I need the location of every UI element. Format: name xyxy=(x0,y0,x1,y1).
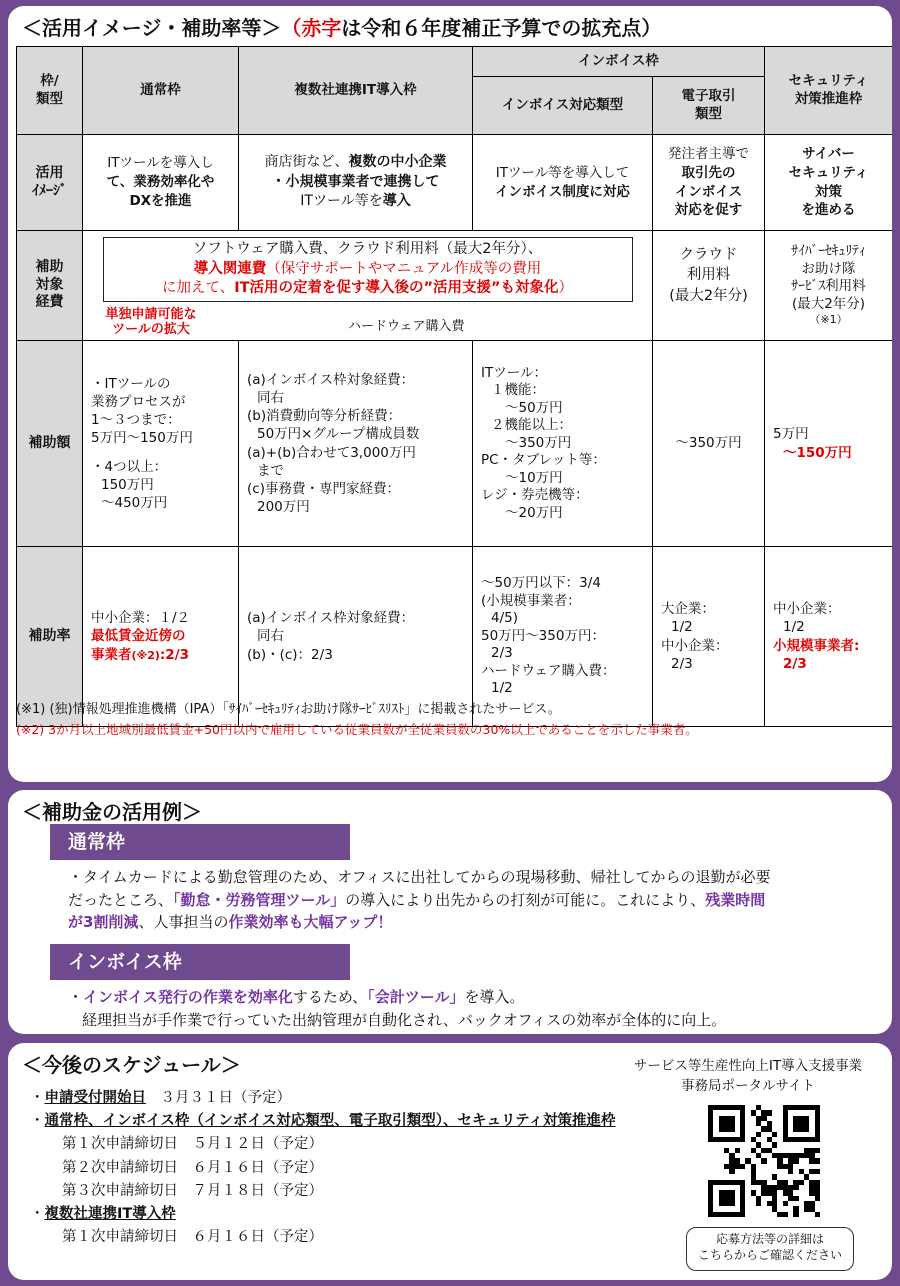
text: お助け隊 xyxy=(801,260,856,277)
text: ） xyxy=(558,280,574,297)
list-item: 第２次申請締切日 ６月１６日（予定） xyxy=(62,1159,323,1176)
cost-box xyxy=(103,237,633,302)
text: (b)・(c)：2/3 xyxy=(247,646,333,663)
text: レジ・券売機等： xyxy=(481,487,589,504)
text: 4/5) xyxy=(491,610,518,627)
qr-code[interactable] xyxy=(708,1105,820,1217)
subsidy-table xyxy=(16,46,892,727)
list-item: 第１次申請締切日 ６月１６日（予定） xyxy=(62,1229,323,1246)
text: (a)インボイス枠対象経費： xyxy=(247,371,415,388)
header-normal: 通常枠 xyxy=(83,47,239,135)
header-security: セキュリティ 対策推進枠 xyxy=(765,47,893,135)
use-normal xyxy=(83,135,239,231)
use-etrade xyxy=(653,135,765,231)
list-item: 第３次申請締切日 ７月１８日（予定） xyxy=(62,1182,323,1199)
text xyxy=(83,173,238,192)
text xyxy=(473,183,652,202)
text: ３月３１日（予定） xyxy=(160,1090,291,1106)
text: PC・タブレット等： xyxy=(481,452,606,469)
text: 経理担当が手作業で行っていた出納管理が自動化され、バックオフィスの効率が全体的に向上。 xyxy=(82,1010,727,1029)
text: 1/2 xyxy=(783,619,805,636)
text: ～20万円 xyxy=(505,504,563,521)
footnote-2: (※2) 3か月以上地域別最低賃金+50円以内で雇用している従業員数が全従業員数の30%以上であることを示した事業者。 xyxy=(16,722,698,738)
text: サイバー xyxy=(802,145,855,162)
cost-common xyxy=(83,231,653,341)
title-suffix-text: は令和６年度補正予算での拡充点） xyxy=(341,16,662,40)
title-red-text: （赤字 xyxy=(281,16,342,40)
text: クラウド xyxy=(679,247,738,263)
text: 導入 xyxy=(382,193,411,210)
text: (a)+(b)合わせて3,000万円 xyxy=(247,444,416,461)
text xyxy=(83,192,238,211)
text: (小規模事業者： xyxy=(481,592,581,609)
text xyxy=(653,164,764,183)
text: するため、 xyxy=(292,988,368,1006)
header-type: 枠/ 類型 xyxy=(17,47,83,135)
text: 2/3 xyxy=(491,645,513,662)
usecase-normal-text xyxy=(68,866,872,934)
amount-security xyxy=(765,341,893,547)
text xyxy=(239,173,472,193)
row-label-use: 活用 ｲﾒｰｼﾞ xyxy=(17,135,83,231)
text: 2/3 xyxy=(671,655,693,672)
text: ソフトウェア購入費、クラウド利用料（最大2年分）、 xyxy=(192,241,543,257)
text xyxy=(239,153,472,173)
text: 申請受付開始日 xyxy=(44,1090,146,1106)
text: を進める xyxy=(801,202,856,219)
text: の導入により出先からの打刻が可能に。これにより、 xyxy=(345,890,706,909)
text: だったところ、 xyxy=(68,890,174,909)
table-row xyxy=(17,231,893,341)
text: 同右 xyxy=(257,389,284,406)
table-row xyxy=(17,341,893,547)
text xyxy=(239,192,472,212)
text: :2/3 xyxy=(159,646,190,663)
text: 1/2 xyxy=(671,619,693,636)
text: 大企業： xyxy=(661,601,715,618)
text xyxy=(653,201,764,220)
text: ｻｲﾊﾞｰｾｷｭﾘﾃｨ xyxy=(791,243,866,260)
text: 対応を促す xyxy=(674,202,743,219)
text: ITツール等を導入して xyxy=(495,164,630,181)
text: ～10万円 xyxy=(505,469,563,486)
text: 複数の中小企業 xyxy=(348,154,447,171)
text: 50万円×グループ構成員数 xyxy=(257,426,420,443)
text: て、業務効率化や xyxy=(106,174,215,191)
text: 「勤怠・労務管理ツール」 xyxy=(173,890,346,909)
schedule-list xyxy=(30,1087,616,1249)
row-label-cost: 補助 対象 経費 xyxy=(17,231,83,341)
text: 複数社連携IT導入枠 xyxy=(44,1205,176,1222)
text: が3割削減 xyxy=(68,913,139,931)
text: ITツールを導入し xyxy=(107,155,214,172)
qr-note xyxy=(686,1227,854,1271)
text xyxy=(653,183,764,202)
text: 中小企業： xyxy=(661,637,729,654)
tag-normal: 通常枠 xyxy=(50,824,350,860)
header-etrade: 電子取引 類型 xyxy=(653,77,765,135)
text: 発注者主導で xyxy=(668,145,749,162)
text: 利用料 xyxy=(686,267,731,284)
row-label-rate: 補助率 xyxy=(17,547,83,727)
text: ・ xyxy=(68,988,84,1006)
text: ～50万円以下：3/4 xyxy=(481,575,601,592)
text: １機能： xyxy=(491,382,545,399)
text xyxy=(108,260,628,280)
use-security xyxy=(765,135,893,231)
portal-label xyxy=(598,1057,892,1096)
usecase-invoice-text xyxy=(68,986,872,1031)
text: 応募方法等の詳細は xyxy=(715,1232,824,1246)
hardware-cost: ハードウェア購入費 xyxy=(348,319,465,334)
rate-security xyxy=(765,547,893,727)
text xyxy=(68,889,872,912)
section-title xyxy=(22,12,661,41)
text: を導入。 xyxy=(464,988,525,1006)
text: 最低賃金近傍の xyxy=(91,628,186,645)
text: ～50万円 xyxy=(505,399,563,416)
text: サービス等生産性向上IT導入支援事業 xyxy=(633,1058,863,1074)
text xyxy=(68,911,872,934)
text: 中小企業：１/２ xyxy=(91,610,191,627)
text: 事務局ポータルサイト xyxy=(680,1077,816,1094)
spacer xyxy=(91,448,238,458)
single-tool-note: 単独申請可能な ツールの拡大 xyxy=(105,306,197,338)
section-title: ＜今後のスケジュール＞ xyxy=(22,1053,241,1077)
footnote-1: (※1) (独)情報処理推進機構（IPA）「ｻｲﾊﾞｰｾｷｭﾘﾃｨお助け隊ｻｰﾋﾞｽﾘｽﾄ」に掲載されたサービス。 xyxy=(16,702,561,717)
text: 小規模事業者: xyxy=(773,637,860,654)
text: (b)消費動向等分析経費： xyxy=(247,408,402,425)
text: まで xyxy=(257,462,284,479)
cost-etrade xyxy=(653,231,765,341)
section-title: ＜補助金の活用例＞ xyxy=(22,800,202,824)
row-label-amount: 補助額 xyxy=(17,341,83,547)
text: (最大2年分) xyxy=(791,295,866,312)
schedule-panel xyxy=(8,1043,892,1280)
text: 5万円 xyxy=(773,426,809,443)
text: (a)インボイス枠対象経費： xyxy=(247,610,415,627)
text: (最大2年分) xyxy=(669,287,748,304)
text: ITツール： xyxy=(481,364,547,381)
text: 同右 xyxy=(257,628,284,645)
text: インボイス発行の作業を効率化 xyxy=(83,988,293,1006)
qr-module xyxy=(815,1212,820,1217)
text: 中小企業： xyxy=(773,601,841,618)
header-invoice-sub: インボイス対応類型 xyxy=(473,77,653,135)
text: 1/2 xyxy=(491,680,513,697)
text: DXを推進 xyxy=(129,192,192,209)
text: IT活用の定着を促す導入後の”活用支援”も対象化 xyxy=(234,280,559,297)
text: 事業者 xyxy=(91,646,132,663)
text: （※1） xyxy=(809,313,848,327)
text: (※2) xyxy=(131,648,160,662)
text: に加えて、 xyxy=(161,280,235,297)
text: 2/3 xyxy=(783,655,807,672)
text: セキュリティ xyxy=(788,164,869,181)
text: 業務プロセスが xyxy=(91,393,186,410)
use-multi xyxy=(239,135,473,231)
text: 150万円 xyxy=(101,476,154,493)
text: ～350万円 xyxy=(505,434,572,451)
text: 5万円～150万円 xyxy=(91,430,193,447)
amount-multi xyxy=(239,341,473,547)
header-invoice: インボイス枠 xyxy=(473,47,765,77)
list-item: ・通常枠、インボイス枠（インボイス対応類型、電子取引類型）、セキュリティ対策推進枠 xyxy=(30,1113,616,1130)
text: ｻｰﾋﾞｽ利用料 xyxy=(791,278,866,295)
text: ハードウェア購入費： xyxy=(481,662,616,679)
text xyxy=(108,279,628,299)
list-item: 第１次申請締切日 ５月１２日（予定） xyxy=(62,1136,323,1153)
text: 導入関連費 xyxy=(193,260,267,277)
amount-etrade: ～350万円 xyxy=(653,341,765,547)
text: ～150万円 xyxy=(783,444,852,461)
text: 残業時間 xyxy=(705,890,766,909)
text: こちらからご確認ください xyxy=(697,1248,842,1263)
text: 通常枠、インボイス枠（インボイス対応類型、電子取引類型）、セキュリティ対策推進枠 xyxy=(44,1113,616,1130)
subsidy-overview-panel xyxy=(8,6,892,782)
text: 1～３つまで： xyxy=(91,412,181,429)
text: ・4つ以上： xyxy=(91,458,168,475)
list-item: ・申請受付開始日 ３月３１日（予定） xyxy=(30,1090,291,1106)
use-cases-panel xyxy=(8,790,892,1034)
table-row xyxy=(17,135,893,231)
text: ・小規模事業者で連携して xyxy=(271,173,440,190)
tag-invoice: インボイス枠 xyxy=(50,944,350,980)
text: ～450万円 xyxy=(101,495,168,512)
text: 「会計ツール」 xyxy=(367,988,465,1006)
use-invoice xyxy=(473,135,653,231)
text: インボイス制度に対応 xyxy=(495,183,630,200)
text: ・タイムカードによる勤怠管理のため、オフィスに出社してからの現場移動、帰社してからの退勤が必要 xyxy=(68,868,771,886)
footnotes xyxy=(16,700,698,740)
text: （保守サポートやマニュアル作成等の費用 xyxy=(266,260,542,277)
text: ・ITツールの xyxy=(91,375,171,392)
list-item: ・複数社連携IT導入枠 xyxy=(30,1205,176,1222)
text: 商店街など、 xyxy=(264,154,349,171)
text: 50万円～350万円： xyxy=(481,627,605,644)
text: ITツール等を xyxy=(300,193,383,210)
text: ２機能以上： xyxy=(491,417,572,434)
cost-security xyxy=(765,231,893,341)
text: 200万円 xyxy=(257,499,310,516)
text xyxy=(68,986,872,1009)
amount-invoice xyxy=(473,341,653,547)
header-multi: 複数社連携IT導入枠 xyxy=(239,47,473,135)
text: 、人事担当の xyxy=(138,913,229,931)
title-text: ＜活用イメージ・補助率等＞ xyxy=(22,16,282,40)
amount-normal xyxy=(83,341,239,547)
text: 取引先の xyxy=(681,164,736,181)
text: 対策 xyxy=(815,183,842,200)
text: (c)事務費・専門家経費： xyxy=(247,480,400,497)
text: 作業効率も大幅アップ！ xyxy=(228,913,393,931)
text: インボイス xyxy=(674,183,743,200)
